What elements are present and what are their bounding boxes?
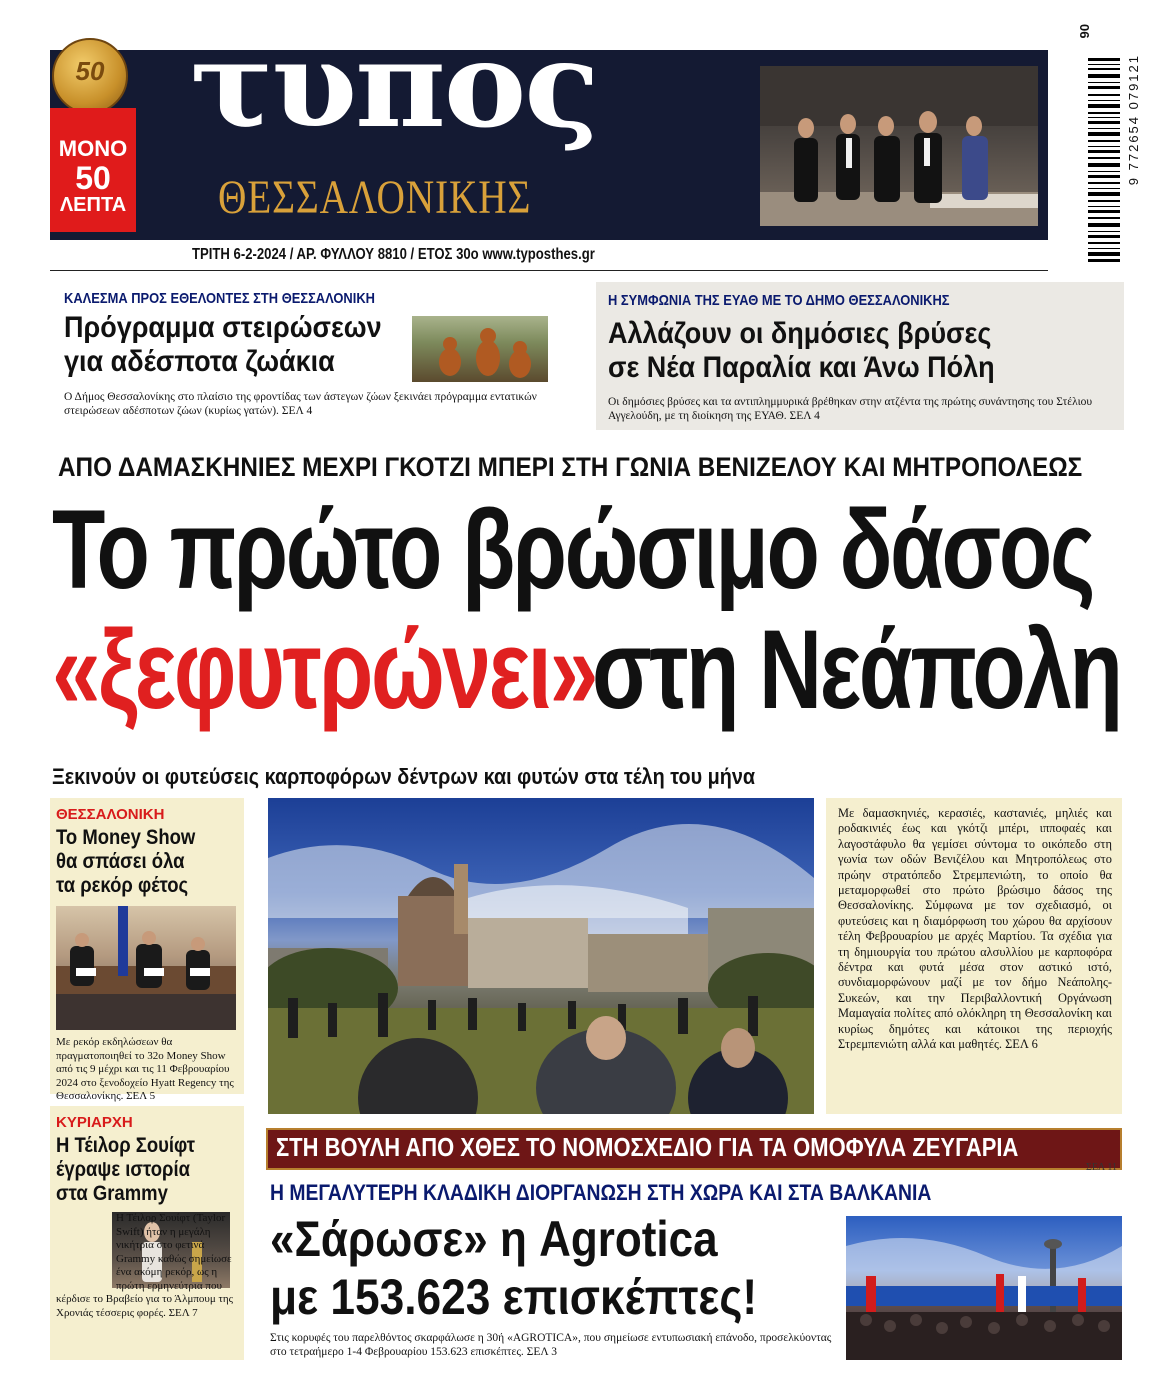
banner-page-ref: ΣΕΛ 11 [1086, 1162, 1118, 1173]
agrotica-kicker: Η ΜΕΓΑΛΥΤΕΡΗ ΚΛΑΔΙΚΗ ΔΙΟΡΓΑΝΩΣΗ ΣΤΗ ΧΩΡΑ ΚΑΙ ΣΤΑ ΒΑΛΚΑΝΙΑ [270, 1180, 932, 1205]
side-story-1-blurb: Με ρεκόρ εκδηλώσεων θα πραγματοποιηθεί το 32ο Money Show από τις 9 μέχρι και τις 11 Φεβρουαρίου 2024 στο ξενοδοχείο Hyatt Regency της Θεσσαλονίκης. ΣΕΛ 5 [56, 1036, 234, 1102]
top-left-headline-2: για αδέσποτα ζωάκια [64, 345, 335, 378]
dogs-photo-figures [412, 316, 548, 382]
dogs-photo [412, 316, 548, 382]
agrotica-headline-2: με 153.623 επισκέπτες! [270, 1269, 758, 1325]
agrotica-photo [846, 1216, 1122, 1360]
barcode [1088, 54, 1120, 264]
price-line-3: ΛΕΠΤΑ [59, 194, 127, 216]
top-right-headline-1: Αλλάζουν οι δημόσιες βρύσες [608, 317, 992, 350]
money-show-photo [56, 906, 236, 1030]
side-story-1-headline-2: θα σπάσει όλα [56, 850, 185, 873]
top-right-headline-2: σε Νέα Παραλία και Άνω Πόλη [608, 351, 995, 384]
agrotica-blurb: Στις κορυφές του παρελθόντος σκαρφάλωσε η 30ή «AGROTICA», που σημείωσε εντυπωσιακή επάνοδο, προσελκύοντας στο τετραήμερο 1-4 Φεβρουαρίου 153.623 επισκέπτες. ΣΕΛ 3 [270, 1332, 832, 1358]
side-story-2-headline-2: έγραψε ιστορία [56, 1158, 190, 1181]
main-story-body-box [826, 798, 1122, 1114]
money-show-figures [56, 906, 236, 1030]
photo-wrap-space [56, 1212, 116, 1288]
top-right-blurb: Οι δημόσιες βρύσες και τα αντιπλημμυρικά βρέθηκαν στην ατζέντα της πρώτης συνάντησης του Στέλιου Αγγελούδη, με τη διοίκηση της ΕΥΑΘ. ΣΕΛ 4 [608, 396, 1093, 422]
agrotica-photo-scene [846, 1216, 1122, 1360]
top-left-headline-1: Πρόγραμμα στειρώσεων [64, 311, 382, 344]
side-story-2-headline-1: Η Τέιλορ Σουίφτ [56, 1134, 195, 1157]
header-photo [760, 66, 1038, 226]
main-supra-headline: ΑΠΟ ΔΑΜΑΣΚΗΝΙΕΣ ΜΕΧΡΙ ΓΚΟΤΖΙ ΜΠΕΡΙ ΣΤΗ ΓΩΝΙΑ ΒΕΝΙΖΕΛΟΥ ΚΑΙ ΜΗΤΡΟΠΟΛΕΩΣ [58, 452, 1083, 482]
side-story-2-blurb [56, 1212, 238, 1320]
price-badge [50, 108, 136, 232]
header-photo-figures [760, 66, 1038, 226]
coin-value: 50 [75, 56, 105, 86]
side-story-2-blurb-text: Η Τέιλορ Σουίφτ (Taylor Swift) ήταν η μεγάλη νικήτρια στο φετινά Grammy καθώς σημείωσε ένα ακόμη ρεκόρ, ως η πρώτη ερμηνεύτρια που κέρδισε το Βραβείο για το Άλμπουμ της Χρονιάς τέσσερις φορές. ΣΕΛ 7 [56, 1212, 234, 1319]
main-headline-red: «ξεφυτρώνει» [52, 607, 596, 732]
main-photo-scene [268, 798, 814, 1114]
main-subhead: Ξεκινούν οι φυτεύσεις καρποφόρων δέντρων και φυτών στα τέλη του μήνα [52, 764, 756, 789]
masthead-divider [50, 270, 1048, 271]
top-left-blurb: Ο Δήμος Θεσσαλονίκης στο πλαίσιο της φροντίδας των άστεγων ζώων ξεκινάει πρόγραμμα εντατικών στειρώσεων αδέσποτων ζώων (κυρίως γατών). ΣΕΛ 4 [64, 391, 537, 417]
agrotica-headline-1: «Σάρωσε» η Agrotica [270, 1211, 718, 1267]
main-headline-line-2: στη Νεάπολη [592, 607, 1121, 732]
side-story-2-kicker: ΚΥΡΙΑΡΧΗ [56, 1114, 133, 1131]
logo-subtitle: ΘΕΣΣΑΛΟΝΙΚΗΣ [218, 171, 532, 224]
side-story-1-kicker: ΘΕΣΣΑΛΟΝΙΚΗ [56, 806, 165, 823]
barcode-digits: 9 772654 079121 [1126, 54, 1141, 186]
main-story-body: Με δαμασκηνιές, κερασιές, καστανιές, μηλιές και ροδακινιές έως και γκότζι μπέρι, ιπποφαές και λαγοστάφυλο θα γεμίσει σύντομα το οικόπεδο στη γωνία των οδών Βενιζέλου και Μητροπόλεως στο πρώην στρατόπεδο Στρεμπενιώτη, το οποίο θα μεταμορφωθεί στο πρώτο βρώσιμο δάσος της Θεσσαλονίκης. Σύμφωνα με τον σχεδιασμό, οι φυτεύσεις και η διαμόρφωση του χώρου θα αρχίσουν τέλη Φεβρουαρίου με αρχές Μαρτίου. Τα σχέδια για τη δημιουργία του πρώτου αλσυλλίου με καρποφόρα δέντρα και φυτά μέσα στον αστικό ιστό, συνδιαμορφώνουν μαζί με τον δήμο Νεάπολης-Συκεών, και την Περιβαλλοντική Οργάνωση Μαμαγαία πολίτες από ολόκληρη τη Θεσσαλονίκη και κυρίως δημότες και κάτοικοι της περιοχής Στρεμπενιώτη αλλά και μαθητές. ΣΕΛ 6 [838, 806, 1112, 1052]
main-headline-line-1: Το πρώτο βρώσιμο δάσος [52, 487, 1094, 612]
side-story-1-headline-1: Το Money Show [56, 826, 196, 849]
red-banner-text: ΣΤΗ ΒΟΥΛΗ ΑΠΟ ΧΘΕΣ ΤΟ ΝΟΜΟΣΧΕΔΙΟ ΓΙΑ ΤΑ ΟΜΟΦΥΛΑ ΖΕΥΓΑΡΙΑ [276, 1132, 1019, 1162]
side-story-1-headline-3: τα ρεκόρ φέτος [56, 874, 189, 897]
price-line-2: 50 [75, 160, 111, 196]
logo: τυπος [190, 15, 598, 154]
main-photo [268, 798, 814, 1114]
top-right-kicker: Η ΣΥΜΦΩΝΙΑ ΤΗΣ ΕΥΑΘ ΜΕ ΤΟ ΔΗΜΟ ΘΕΣΣΑΛΟΝΙΚΗΣ [608, 292, 950, 309]
price-line-1: ΜΟΝΟ [58, 136, 128, 161]
issue-code: 06 [1077, 24, 1092, 39]
dateline: ΤΡΙΤΗ 6-2-2024 / ΑΡ. ΦΥΛΛΟΥ 8810 / ΕΤΟΣ 30ο www.typosthes.gr [192, 246, 595, 263]
top-left-kicker: ΚΑΛΕΣΜΑ ΠΡΟΣ ΕΘΕΛΟΝΤΕΣ ΣΤΗ ΘΕΣΣΑΛΟΝΙΚΗ [64, 290, 375, 307]
barcode-bars [1088, 54, 1120, 264]
side-story-2-headline-3: στα Grammy [56, 1182, 168, 1205]
